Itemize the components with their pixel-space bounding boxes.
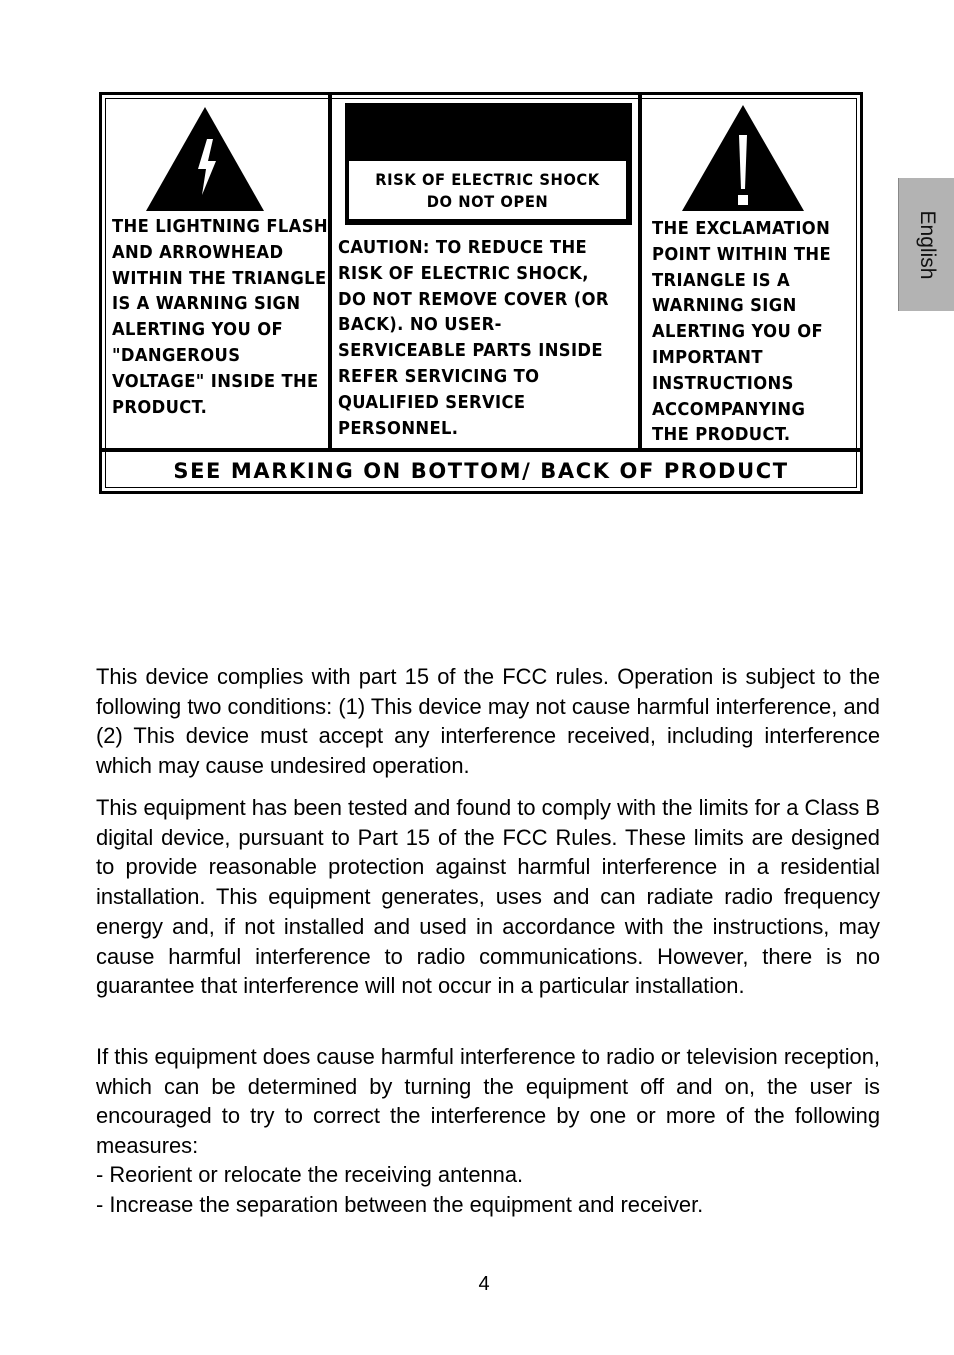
column-divider-left [328, 95, 332, 450]
lightning-bolt-triangle-icon [144, 105, 266, 213]
safety-warning-label [99, 92, 863, 494]
exclamation-triangle-icon [680, 103, 806, 213]
exclamation-explanation-text: THE EXCLAMATION POINT WITHIN THE TRIANGLE IS A WARNING SIGN ALERTING YOU OF IMPORTANT INSTRUCTIONS ACCOMPANYING THE PRODUCT. [652, 219, 831, 446]
column-divider-right [638, 95, 642, 450]
language-tab[interactable] [898, 178, 954, 311]
measure-item: - Reorient or relocate the receiving antenna. [96, 1162, 524, 1187]
caution-text: CAUTION: TO REDUCE THE RISK OF ELECTRIC SHOCK, DO NOT REMOVE COVER (OR BACK). NO USER- SERVICEABLE PARTS INSIDE REFER SERVICING TO QUALIFIED SERVICE PERSONNEL. [338, 238, 609, 439]
class-b-paragraph: This equipment has been tested and found to comply with the limits for a Class B digital device, pursuant to Part 15 of the FCC Rules. These limits are designed to provide reasonable protection against harmful interference in a residential installation. This equipment generates, uses and can radiate radio frequency energy and, if not installed and used in accordance with the instructions, may cause harmful interference to radio communications. However, there is no guarantee that interference will not occur in a particular installation. [96, 795, 880, 999]
lightning-explanation-text: THE LIGHTNING FLASH AND ARROWHEAD WITHIN THE TRIANGLE IS A WARNING SIGN ALERTING YOU OF "DANGEROUS VOLTAGE" INSIDE THE PRODUCT. [112, 217, 328, 418]
marking-location-text: SEE MARKING ON BOTTOM/ BACK OF PRODUCT [173, 459, 789, 483]
shock-warning-line1: RISK OF ELECTRIC SHOCK [375, 170, 600, 189]
page-number: 4 [478, 1273, 490, 1295]
shock-warning-line2: DO NOT OPEN [426, 192, 549, 211]
shock-warning-box [348, 160, 627, 220]
language-tab-label: English [916, 210, 939, 279]
interference-paragraph: If this equipment does cause harmful interference to radio or television reception, which can be determined by turning the equipment off and on, the user is encouraged to try to correct the interference by one or more of the following measures: [96, 1044, 880, 1159]
fcc-compliance-paragraph: This device complies with part 15 of the FCC rules. Operation is subject to the following two conditions: (1) This device may not cause harmful interference, and (2) This device must accept any interference received, including interference which may cause undesired operation. [96, 664, 880, 779]
measure-item: - Increase the separation between the equipment and receiver. [96, 1192, 704, 1217]
